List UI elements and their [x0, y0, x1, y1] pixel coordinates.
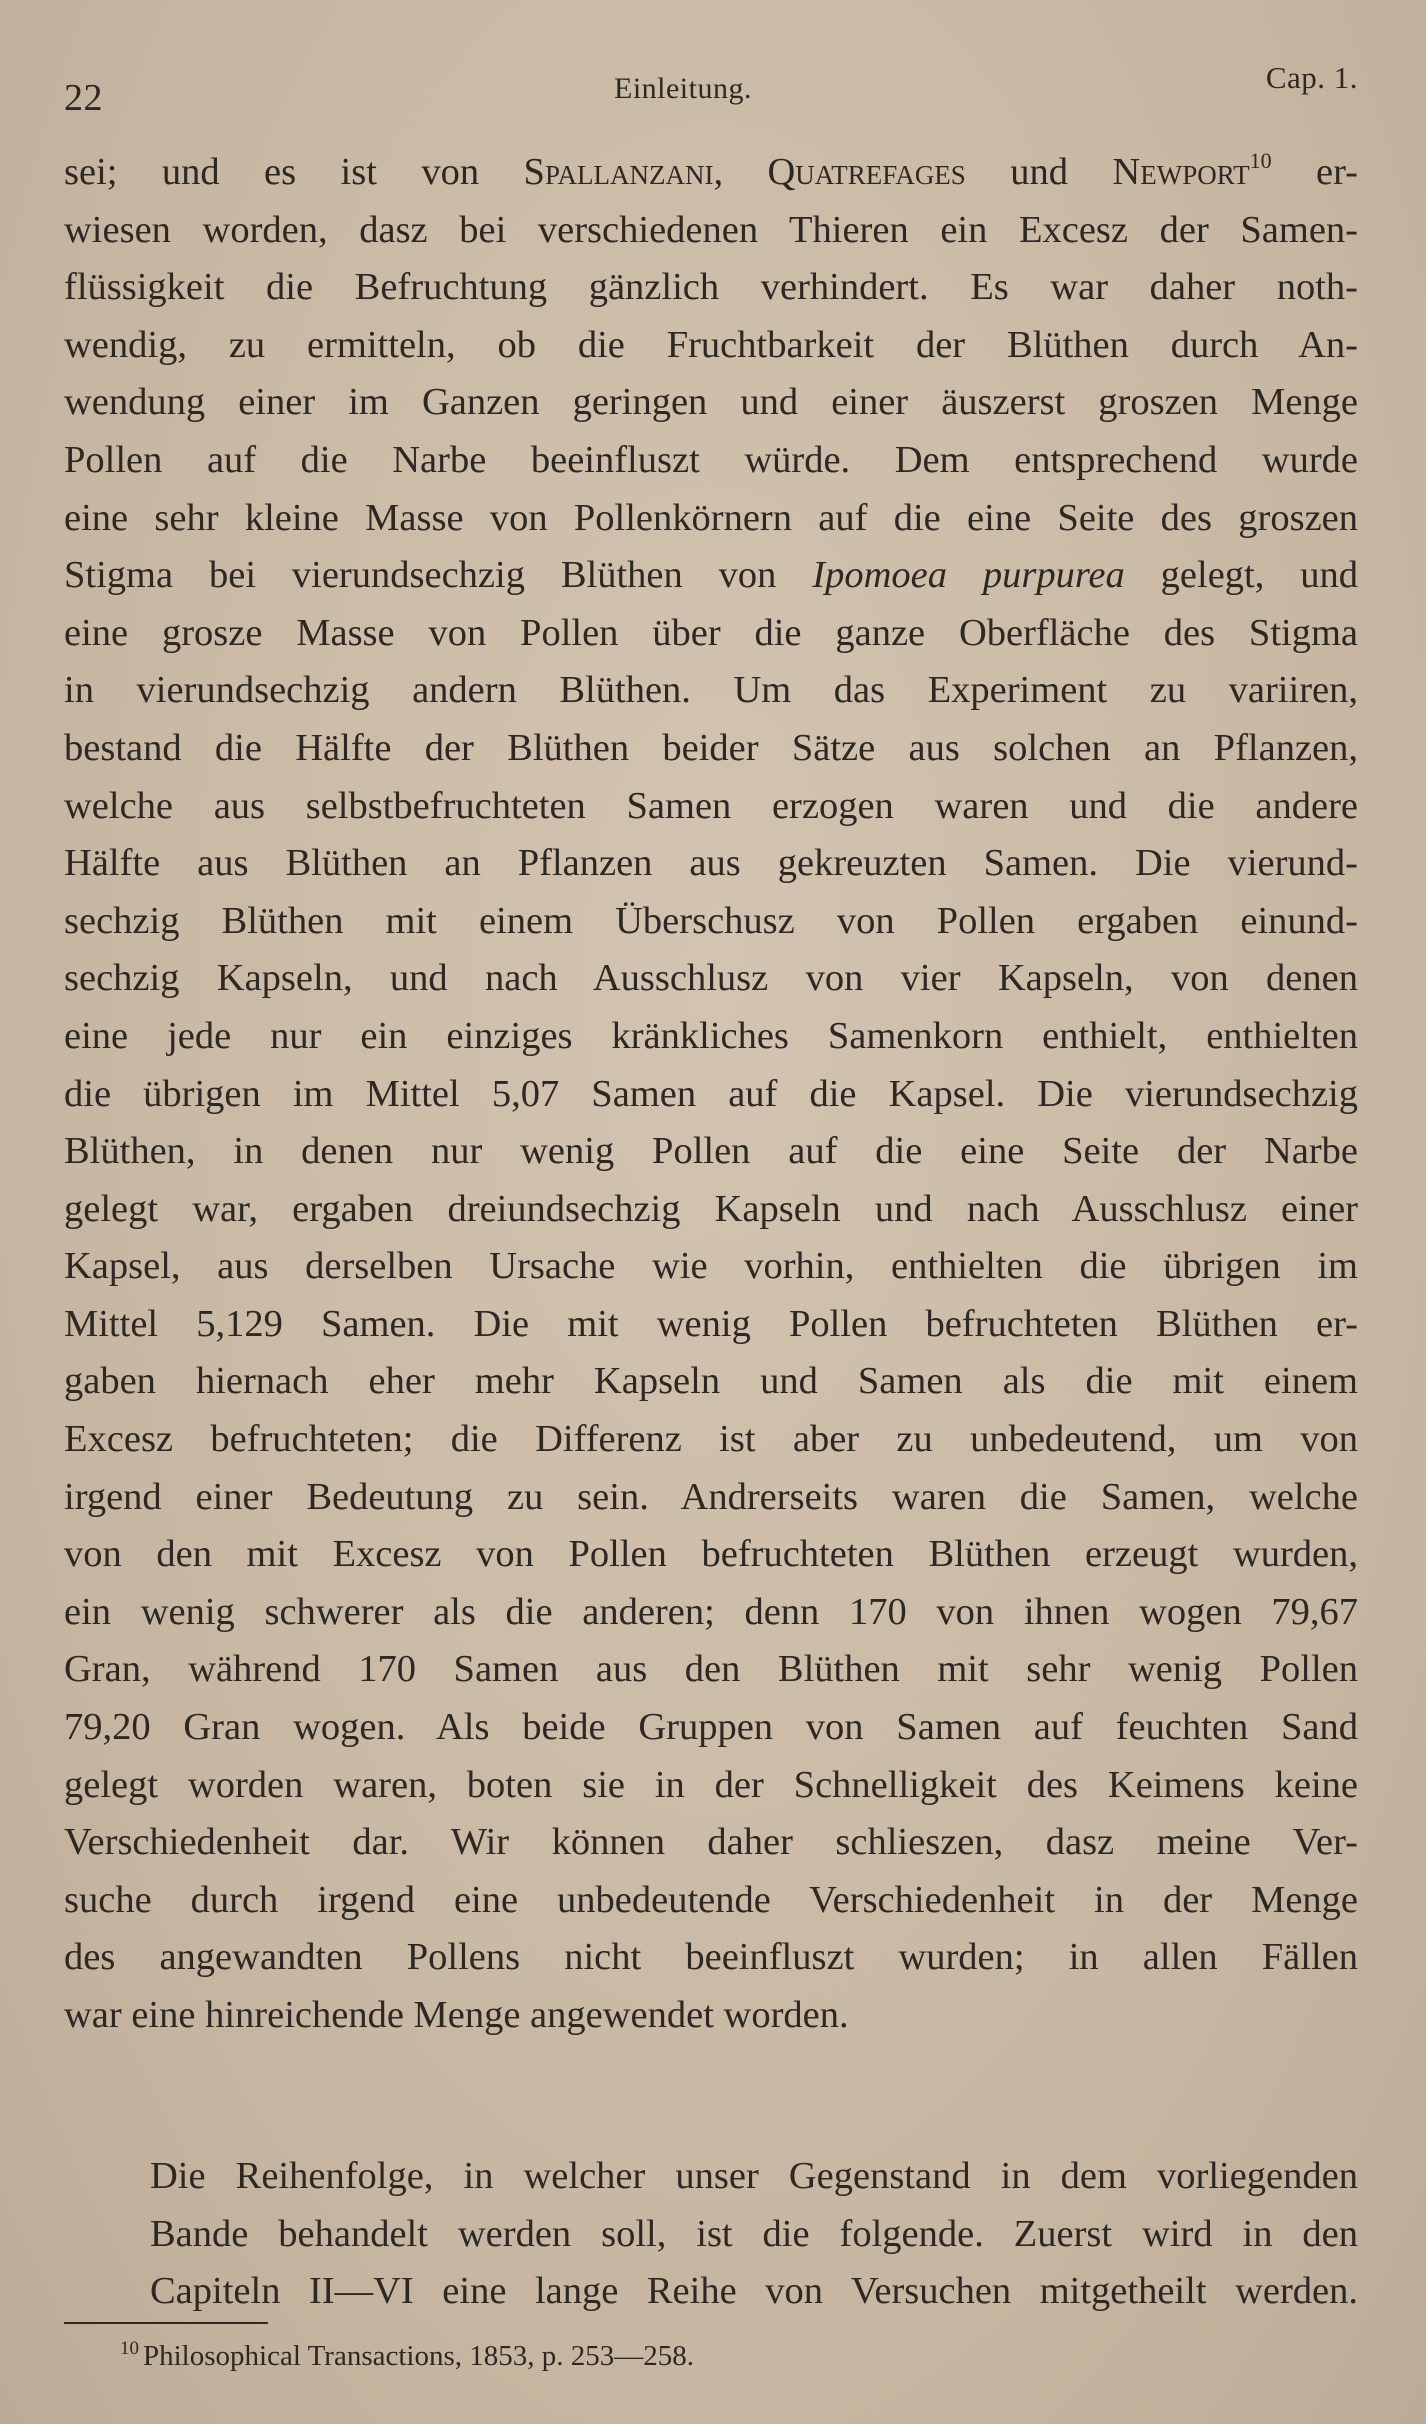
species-name: Ipomoea purpurea: [812, 554, 1125, 597]
text-line: Kapsel, aus derselben Ursache wie vorhin, enthielten die übrigen im: [64, 1245, 1358, 1288]
page-number: 22: [64, 77, 103, 119]
text-line: suche durch irgend eine unbedeutende Verschiedenheit in der Menge: [64, 1878, 1358, 1921]
footnote-reference: 10: [1249, 148, 1272, 173]
text-line: irgend einer Bedeutung zu sein. Andrerseits waren die Samen, welche: [64, 1475, 1358, 1518]
text-line: in vierundsechzig andern Blüthen. Um das Experiment zu variiren,: [64, 669, 1358, 712]
text-line: Mittel 5,129 Samen. Die mit wenig Pollen befruchteten Blüthen er-: [64, 1302, 1358, 1345]
text-line: Stigma bei vierundsechzig Blüthen von Ipomoea purpurea gelegt, und: [64, 554, 1358, 597]
text-line: Blüthen, in denen nur wenig Pollen auf die eine Seite der Narbe: [64, 1130, 1358, 1173]
text-line: wiesen worden, dasz bei verschiedenen Thieren ein Excesz der Samen-: [64, 208, 1358, 251]
text-line: eine jede nur ein einziges kränkliches Samenkorn enthielt, enthielten: [64, 1014, 1358, 1057]
text-line: ein wenig schwerer als die anderen; denn 170 von ihnen wogen 79,67: [64, 1590, 1358, 1633]
text-line: war eine hinreichende Menge angewendet worden.: [64, 1994, 849, 2036]
text-line: gelegt war, ergaben dreiundsechzig Kapseln und nach Ausschlusz einer: [64, 1187, 1358, 1230]
body-paragraph-2: [64, 2148, 1358, 2321]
text-line: flüssigkeit die Befruchtung gänzlich verhindert. Es war daher noth-: [64, 266, 1358, 309]
text-line: gaben hiernach eher mehr Kapseln und Samen als die mit einem: [64, 1360, 1358, 1403]
text-line: Excesz befruchteten; die Differenz ist aber zu unbedeutend, um von: [64, 1418, 1358, 1461]
running-head: Einleitung.: [614, 72, 752, 105]
text-line: Die Reihenfolge, in welcher unser Gegenstand in dem vorliegenden: [150, 2155, 1358, 2197]
text-line: Capiteln II—VI eine lange Reihe von Versuchen mitgetheilt werden.: [150, 2270, 1358, 2313]
page-header: [64, 60, 1358, 120]
text-line: Pollen auf die Narbe beeinfluszt würde. Dem entsprechend wurde: [64, 438, 1358, 481]
chapter-label: Cap. 1.: [1265, 60, 1358, 95]
text-line: gelegt worden waren, boten sie in der Schnelligkeit des Keimens keine: [64, 1763, 1358, 1806]
author-name: Spallanzani: [523, 151, 714, 193]
text-line: von den mit Excesz von Pollen befruchteten Blüthen erzeugt wurden,: [64, 1533, 1358, 1576]
body-paragraph-1: [64, 144, 1358, 2045]
text-line: Gran, während 170 Samen aus den Blüthen mit sehr wenig Pollen: [64, 1648, 1358, 1691]
book-page: [64, 60, 1358, 2372]
text-line: Verschiedenheit dar. Wir können daher schlieszen, dasz meine Ver-: [64, 1821, 1358, 1864]
text-line: welche aus selbstbefruchteten Samen erzogen waren und die andere: [64, 784, 1358, 827]
text-line: wendung einer im Ganzen geringen und einer äuszerst groszen Menge: [64, 381, 1358, 424]
footnote-number: 10: [120, 2338, 139, 2359]
footnote-text: Philosophical Transactions, 1853, p. 253—258.: [143, 2340, 695, 2372]
text-line: bestand die Hälfte der Blüthen beider Sätze aus solchen an Pflanzen,: [64, 726, 1358, 769]
text-line: wendig, zu ermitteln, ob die Fruchtbarkeit der Blüthen durch An-: [64, 323, 1358, 366]
footnote-divider: [64, 2322, 268, 2324]
text-line: eine sehr kleine Masse von Pollenkörnern auf die eine Seite des groszen: [64, 496, 1358, 539]
text-line: sechzig Blüthen mit einem Überschusz von Pollen ergaben einund-: [64, 899, 1358, 942]
text-line: des angewandten Pollens nicht beeinfluszt wurden; in allen Fällen: [64, 1936, 1358, 1979]
text-line: Hälfte aus Blüthen an Pflanzen aus gekreuzten Samen. Die vierund-: [64, 842, 1358, 885]
author-name: Newport: [1112, 151, 1250, 193]
text-line: die übrigen im Mittel 5,07 Samen auf die Kapsel. Die vierundsechzig: [64, 1072, 1358, 1115]
author-name: Quatrefages: [767, 151, 966, 193]
text-line: Bande behandelt werden soll, ist die folgende. Zuerst wird in den: [150, 2212, 1358, 2255]
text-line: 79,20 Gran wogen. Als beide Gruppen von Samen auf feuchten Sand: [64, 1706, 1358, 1749]
text-line: sei; und es ist von Spallanzani, Quatrefages und Newport$^{10}$ er-: [64, 148, 1358, 193]
text-line: sechzig Kapseln, und nach Ausschlusz von vier Kapseln, von denen: [64, 957, 1358, 1000]
text-line: eine grosze Masse von Pollen über die ganze Oberfläche des Stigma: [64, 611, 1358, 654]
footnote: [120, 2336, 694, 2376]
